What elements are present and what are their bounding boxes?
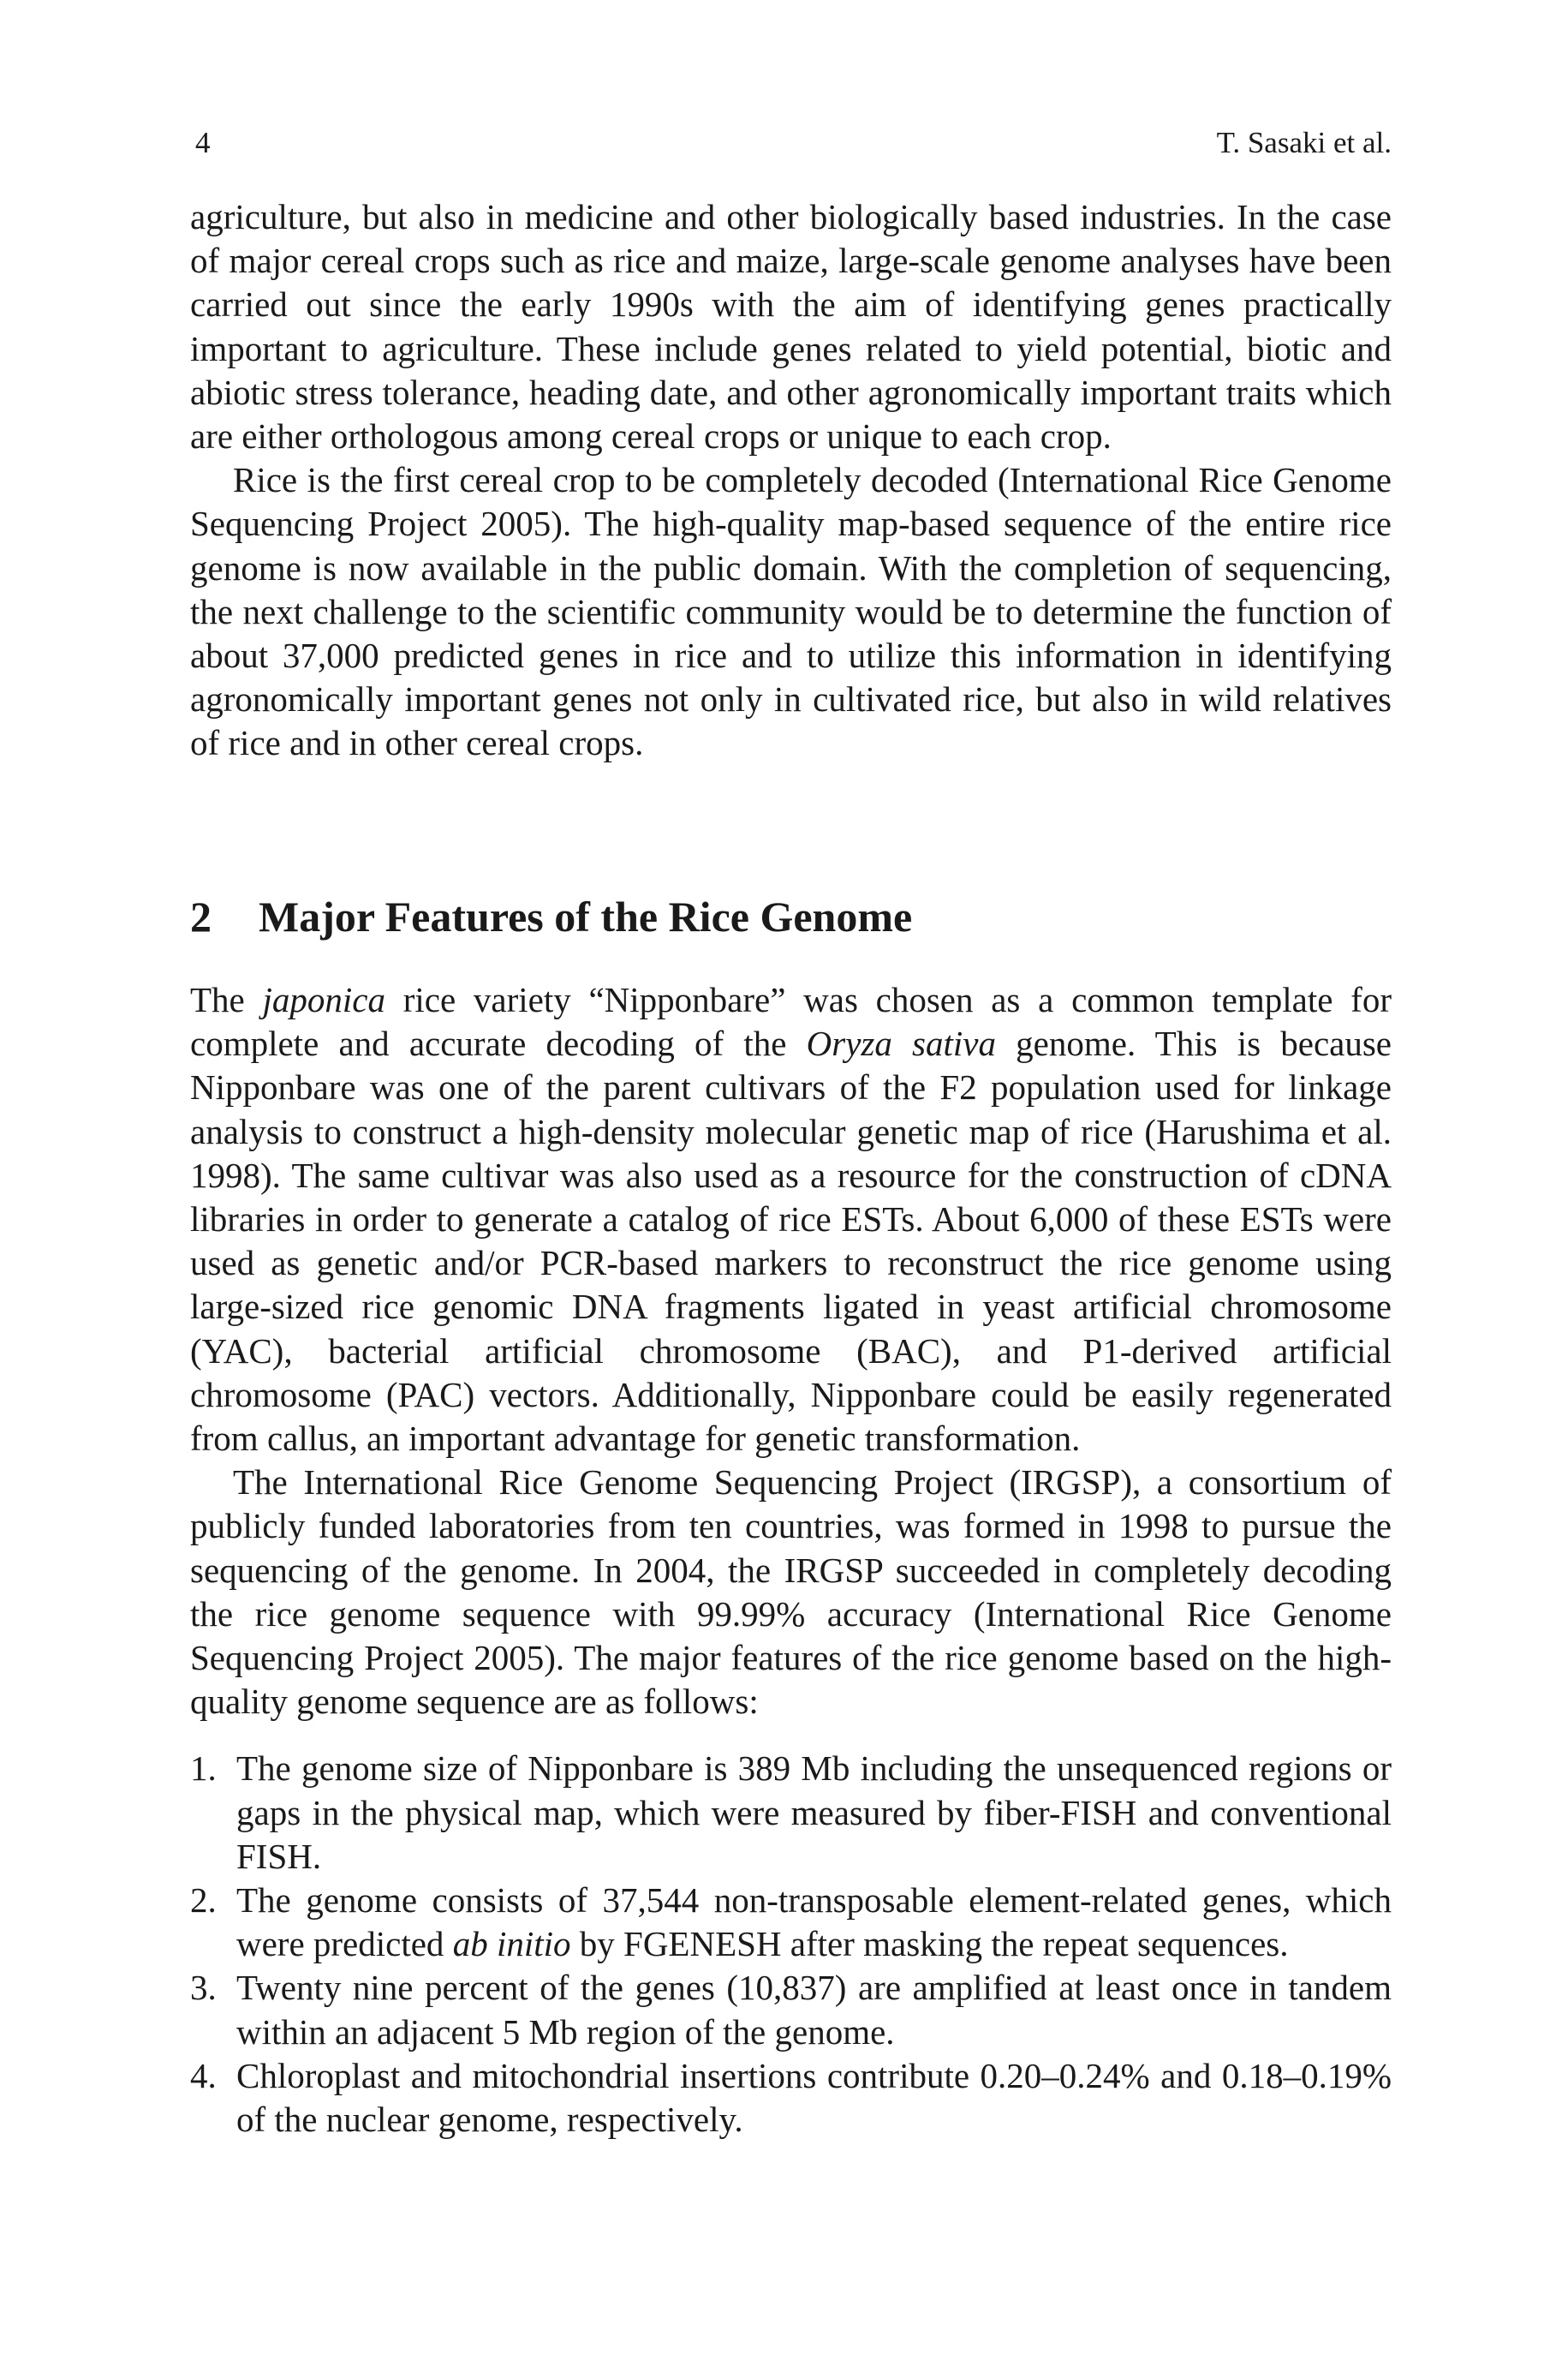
section-paragraph-1	[190, 978, 1392, 1461]
features-list	[190, 1747, 1392, 2142]
list-item-text	[236, 1880, 1392, 1963]
text-run: The	[190, 980, 263, 1019]
intro-paragraph-1: agriculture, but also in medicine and other biologically based industries. In the case of major cereal crops such as rice and maize, large-scale genome analyses have been carried out since the early 1990s with the aim of identifying genes practically important to agriculture. These include genes related to yield potential, biotic and abiotic stress tolerance, heading date, and other agronomically important traits which are either orthologous among cereal crops or unique to each crop.	[190, 197, 1392, 457]
text-run: by FGENESH after masking the repeat sequences.	[570, 1924, 1289, 1964]
list-item	[190, 1966, 1392, 2053]
list-item-number: 3.	[190, 1968, 217, 2008]
text-run: rice variety “Nipponbare” was chosen as a common template for complete and accurate decoding of the	[190, 980, 1392, 1064]
list-item	[190, 1747, 1392, 1879]
section-paragraph-2: The International Rice Genome Sequencing Project (IRGSP), a consortium of publicly funded laboratories from ten countries, was formed in 1998 to pursue the sequencing of the genome. In 2004, the IRGSP succeeded in completely decoding the rice genome sequence with 99.99% accuracy (International Rice Genome Sequencing Project 2005). The major features of the rice genome based on the high-quality genome sequence are as follows:	[190, 1462, 1392, 1722]
italic-term-oryza-sativa: Oryza sativa	[806, 1024, 996, 1064]
running-head	[190, 126, 1392, 160]
text-run: The genome consists of 37,544 non-transposable element-related genes, which were predicted	[236, 1880, 1392, 1964]
list-item-text: The genome size of Nipponbare is 389 Mb including the unsequenced regions or gaps in the physical map, which were measured by fiber-FISH and conventional FISH.	[236, 1748, 1392, 1876]
list-item	[190, 2054, 1392, 2142]
section-number: 2	[190, 893, 212, 941]
list-item-number: 1.	[190, 1748, 217, 1789]
text-run: genome. This is because Nipponbare was one of the parent cultivars of the F2 population used for linkage analysis to construct a high-density molecular genetic map of rice (Harushima et al. 1998). The same cultivar was also used as a resource for the construction of cDNA libraries in order to generate a catalog of rice ESTs. About 6,000 of these ESTs were used as genetic and/or PCR-based markers to reconstruct the rice genome using large-sized rice genomic DNA fragments ligated in yeast artificial chromosome (YAC), bacterial artificial chromosome (BAC), and P1-derived artificial chromosome (PAC) vectors. Additionally, Nipponbare could be easily regenerated from callus, an important advantage for genetic transformation.	[190, 1024, 1392, 1459]
intro-text	[190, 195, 1392, 766]
page-number: 4	[195, 126, 211, 159]
running-head-authors: T. Sasaki et al.	[1216, 126, 1392, 159]
list-item-text: Twenty nine percent of the genes (10,837) are amplified at least once in tandem within an adjacent 5 Mb region of the genome.	[236, 1968, 1392, 2052]
list-item-number: 4.	[190, 2055, 217, 2095]
intro-paragraph-2: Rice is the first cereal crop to be completely decoded (International Rice Genome Sequencing Project 2005). The high-quality map-based sequence of the entire rice genome is now available in the public domain. With the completion of sequencing, the next challenge to the scientific community would be to determine the function of about 37,000 predicted genes in rice and to utilize this information in identifying agronomically important genes not only in cultivated rice, but also in wild relatives of rice and in other cereal crops.	[190, 460, 1392, 763]
section-heading	[190, 891, 1392, 942]
section-title: Major Features of the Rice Genome	[259, 893, 913, 941]
italic-term-ab-initio: ab initio	[452, 1924, 571, 1964]
list-item-number: 2.	[190, 1880, 217, 1921]
section-body	[190, 978, 1392, 2142]
italic-term-japonica: japonica	[262, 980, 385, 1019]
list-item	[190, 1879, 1392, 1966]
list-item-text: Chloroplast and mitochondrial insertions contribute 0.20–0.24% and 0.18–0.19% of the nuclear genome, respectively.	[236, 2055, 1392, 2140]
